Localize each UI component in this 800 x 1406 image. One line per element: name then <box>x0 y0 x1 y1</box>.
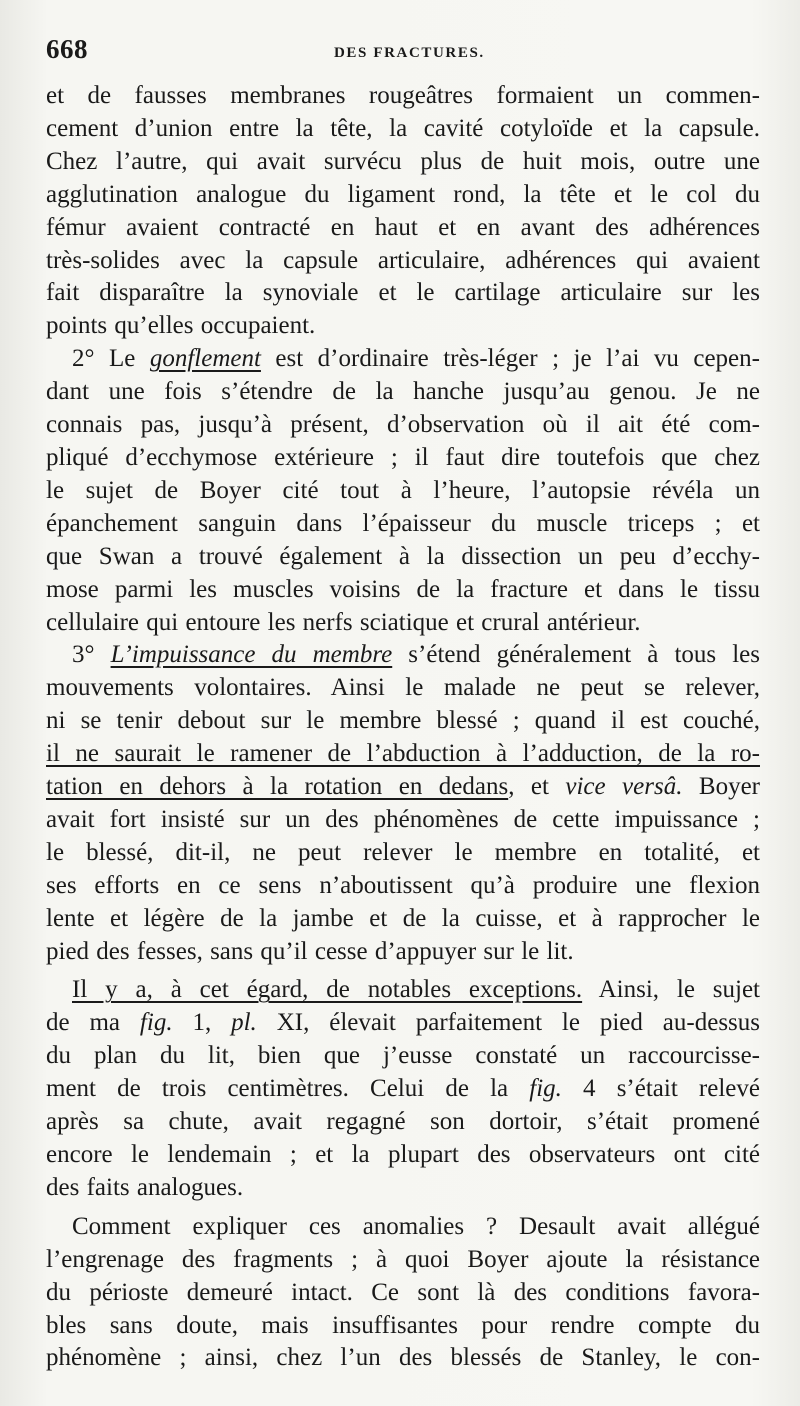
text-line <box>46 1007 760 1040</box>
paragraph-3 <box>46 639 760 968</box>
text-line: dant une fois s’étendre de la hanche jusqu’au genou. Je ne <box>46 378 760 406</box>
text-line: Chez l’autre, qui avait survécu plus de huit mois, outre une <box>46 147 760 175</box>
paragraph-5 <box>46 1211 760 1376</box>
text-line: points qu’elles occupaient. <box>46 312 316 340</box>
paragraph-1 <box>46 80 760 343</box>
text-line: Comment expliquer ces anomalies ? Desault avait allégué <box>72 1212 760 1240</box>
text-line: le blessé, dit-il, ne peut relever le membre en totalité, et <box>46 838 760 866</box>
italic-text: fig. <box>529 1075 562 1103</box>
page-body <box>46 80 760 1375</box>
text-line: lente et légère de la jambe et de la cuisse, et à rapprocher le <box>46 904 760 932</box>
text-line: et de fausses membranes rougeâtres formaient un commen- <box>46 82 760 109</box>
text-line: pliqué d’ecchymose extérieure ; il faut dire toutefois que chez <box>46 443 760 471</box>
text-run: 4 s’était relevé <box>561 1075 760 1103</box>
paragraph-4 <box>46 974 760 1204</box>
text-line: fémur avaient contracté en haut et en avant des adhérences <box>46 213 760 241</box>
text-line: cement d’union entre la tête, la cavité cotyloïde et la capsule. <box>46 114 760 142</box>
text-line: épanchement sanguin dans l’épaisseur du muscle triceps ; et <box>46 509 760 537</box>
text-run: de ma <box>46 1009 140 1037</box>
page-number: 668 <box>46 34 88 64</box>
page-header <box>46 34 762 70</box>
text-line <box>46 639 760 672</box>
text-run: XI, élevait parfaitement le pied au-dessus <box>256 1009 760 1037</box>
text-line: que Swan a trouvé également à la dissection un peu d’ecchy- <box>46 542 760 570</box>
paragraph-2 <box>46 343 760 639</box>
text-line: du plan du lit, bien que j’eusse constaté un raccourcisse- <box>46 1042 760 1070</box>
text-line: des faits analogues. <box>46 1173 244 1201</box>
text-run: Ainsi, le sujet <box>582 976 761 1004</box>
text-run: , et <box>508 773 566 801</box>
text-run: s’étend généralement à tous les <box>392 641 760 669</box>
text-line: mouvements volontaires. Ainsi le malade ne peut se relever, <box>46 674 760 702</box>
emphasized-term: L’impuissance du membre <box>110 641 393 669</box>
text-line: pied des fesses, sans qu’il cesse d’appuyer sur le lit. <box>46 937 574 965</box>
italic-text: pl. <box>231 1009 257 1037</box>
text-line <box>46 771 760 804</box>
text-line: connais pas, jusqu’à présent, d’observation où il ait été com- <box>46 411 760 439</box>
text-line: mose parmi les muscles voisins de la fracture et dans le tissu <box>46 575 760 603</box>
text-line: du périoste demeuré intact. Ce sont là des conditions favora- <box>46 1278 760 1306</box>
text-line: cellulaire qui entoure les nerfs sciatique et crural antérieur. <box>46 608 641 636</box>
text-run: est d’ordinaire très-léger ; je l’ai vu cepen- <box>260 345 760 373</box>
running-title: DES FRACTURES. <box>334 45 485 61</box>
text-line: agglutination analogue du ligament rond, la tête et le col du <box>46 180 760 208</box>
text-line <box>46 1073 760 1106</box>
italic-text: vice versâ. <box>565 773 683 801</box>
text-line: avait fort insisté sur un des phénomènes de cette impuissance ; <box>46 805 760 833</box>
underlined-text: tation en dehors à la rotation en dedans <box>46 773 509 801</box>
text-line: encore le lendemain ; et la plupart des observateurs ont cité <box>46 1141 760 1168</box>
text-line: ni se tenir debout sur le membre blessé ; quand il est couché, <box>46 707 760 735</box>
text-line: bles sans doute, mais insuffisantes pour rendre compte du <box>46 1311 760 1339</box>
text-run: Boyer <box>682 773 760 801</box>
text-run: 2° Le <box>72 345 150 373</box>
text-line <box>46 974 760 1007</box>
text-line: ses efforts en ce sens n’aboutissent qu’à produire une flexion <box>46 871 760 899</box>
text-line: l’engrenage des fragments ; à quoi Boyer ajoute la résistance <box>46 1245 760 1273</box>
underlined-text: il ne saurait le ramener de l’abduction à l’adduction, de la ro- <box>46 740 760 768</box>
text-line: le sujet de Boyer cité tout à l’heure, l’autopsie révéla un <box>46 476 760 504</box>
text-line: après sa chute, avait regagné son dortoir, s’était promené <box>46 1108 760 1136</box>
text-line <box>46 738 760 771</box>
text-line <box>46 343 760 376</box>
text-run: ment de trois centimètres. Celui de la <box>46 1075 530 1103</box>
text-line: fait disparaître la synoviale et le cartilage articulaire sur les <box>46 279 760 307</box>
text-line: phénomène ; ainsi, chez l’un des blessés de Stanley, le con- <box>46 1344 760 1372</box>
italic-text: fig. <box>139 1009 173 1037</box>
text-run: 1, <box>172 1009 232 1037</box>
underlined-text: Il y a, à cet égard, de notables exceptions. <box>72 976 583 1004</box>
text-run: 3° <box>72 641 111 669</box>
emphasized-term: gonflement <box>149 345 261 373</box>
text-line: très-solides avec la capsule articulaire, adhérences qui avaient <box>46 246 760 274</box>
